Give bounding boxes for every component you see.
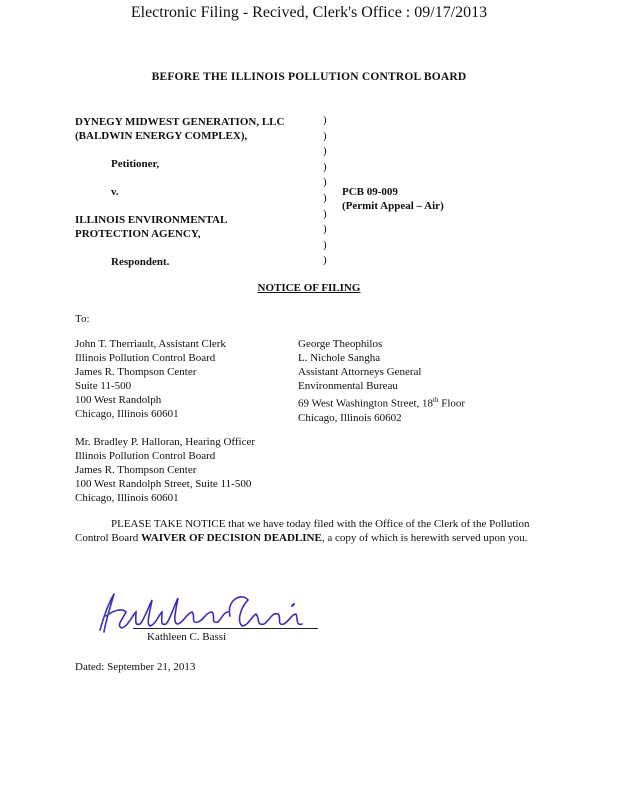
recipient-attorneys: George Theophilos L. Nichole Sangha Assistant Attorneys General Environmental Bureau 69 West Washington Street, 18th Floor Chicago, Illinois 60602	[298, 338, 466, 424]
electronic-filing-stamp: Electronic Filing - Recived, Clerk's Office : 09/17/2013	[130, 4, 488, 21]
case-type: (Permit Appeal – Air)	[342, 200, 444, 212]
versus: v.	[111, 186, 119, 198]
recipient-hearing-officer: Mr. Bradley P. Halloran, Hearing Officer Illinois Pollution Control Board James R. Thompson Center 100 West Randolph Street, Suite 11-500 Chicago, Illinois 60601	[75, 436, 256, 504]
dated-line: Dated: September 21, 2013	[75, 661, 196, 673]
board-heading: BEFORE THE ILLINOIS POLLUTION CONTROL BOARD	[151, 71, 467, 83]
case-number: PCB 09-009	[342, 186, 398, 198]
notice-paragraph: PLEASE TAKE NOTICE that we have today filed with the Office of the Clerk of the Pollution Control Board WAIVER OF DECISION DEADLINE, a copy of which is herewith served upon you.	[75, 518, 530, 544]
document-title-bold: WAIVER OF DECISION DEADLINE	[141, 532, 322, 544]
petitioner-line1: DYNEGY MIDWEST GENERATION, LLC	[75, 116, 285, 128]
petitioner-role: Petitioner,	[111, 158, 160, 170]
signer-name: Kathleen C. Bassi	[147, 631, 227, 643]
signature-line	[133, 628, 318, 629]
caption-parens: ) ) ) ) ) ) ) ) ) )	[323, 114, 327, 267]
petitioner-line2: (BALDWIN ENERGY COMPLEX),	[75, 130, 248, 142]
recipient-clerk: John T. Therriault, Assistant Clerk Illinois Pollution Control Board James R. Thompson Center Suite 11-500 100 West Randolph Chicago, Illinois 60601	[75, 338, 226, 420]
notice-title: NOTICE OF FILING	[257, 282, 361, 294]
respondent-line1: ILLINOIS ENVIRONMENTAL	[75, 214, 228, 226]
respondent-line2: PROTECTION AGENCY,	[75, 228, 201, 240]
to-label: To:	[75, 313, 90, 325]
respondent-role: Respondent.	[111, 256, 170, 268]
